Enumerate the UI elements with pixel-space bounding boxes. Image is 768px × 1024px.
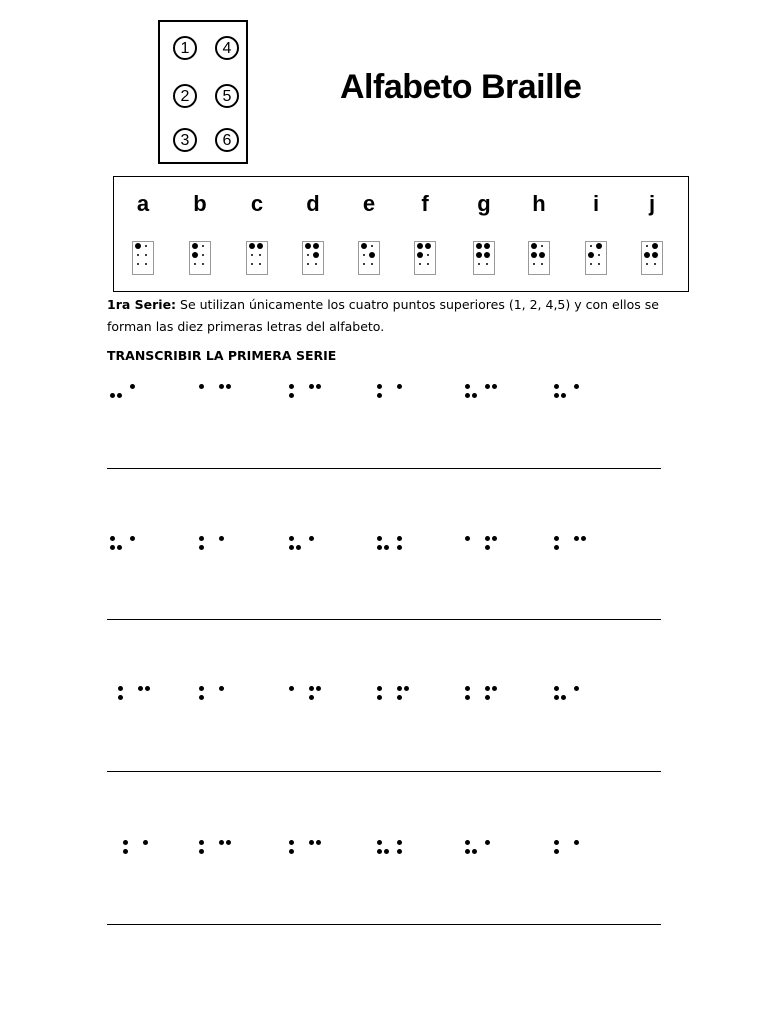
braille-dot xyxy=(226,840,231,845)
alphabet-letter: d xyxy=(306,191,320,216)
alphabet-braille-cell xyxy=(246,241,268,275)
braille-dot xyxy=(309,840,314,845)
braille-dot xyxy=(138,686,143,691)
alphabet-letter: f xyxy=(421,191,429,216)
braille-dot-raised xyxy=(313,243,319,249)
braille-dot-raised xyxy=(135,243,141,249)
braille-dot xyxy=(199,686,204,691)
braille-dot xyxy=(296,545,301,550)
braille-dot-empty xyxy=(251,263,253,265)
braille-dot-raised xyxy=(484,243,490,249)
braille-dot-empty xyxy=(137,263,139,265)
braille-dot-raised xyxy=(417,243,423,249)
answer-line[interactable] xyxy=(107,771,661,772)
braille-dot xyxy=(485,384,490,389)
braille-dot xyxy=(465,384,470,389)
braille-dot-empty xyxy=(145,263,147,265)
braille-dot xyxy=(289,840,294,845)
braille-dot-raised xyxy=(531,252,537,258)
answer-line[interactable] xyxy=(107,619,661,620)
braille-dot xyxy=(143,840,148,845)
dot-number-4: 4 xyxy=(215,36,239,60)
braille-symbol xyxy=(199,536,239,560)
alphabet-braille-cell xyxy=(641,241,663,275)
braille-dot-empty xyxy=(371,263,373,265)
braille-dot-empty xyxy=(202,254,204,256)
braille-dot-empty xyxy=(307,263,309,265)
braille-dot-empty xyxy=(363,263,365,265)
braille-dot xyxy=(377,536,382,541)
braille-dot xyxy=(289,849,294,854)
alphabet-letter: e xyxy=(362,191,376,216)
braille-symbol xyxy=(289,686,329,710)
braille-dot-empty xyxy=(202,263,204,265)
braille-symbol xyxy=(123,840,163,864)
series-text: Se utilizan únicamente los cuatro puntos superiores (1, 2, 4,5) y con ellos se forman las diez primeras letras del alfabeto. xyxy=(107,297,659,334)
braille-dot xyxy=(554,545,559,550)
braille-dot xyxy=(492,536,497,541)
braille-dot xyxy=(485,536,490,541)
braille-symbol xyxy=(110,536,150,560)
braille-dot xyxy=(377,545,382,550)
braille-symbol xyxy=(110,384,150,408)
braille-dot xyxy=(199,849,204,854)
braille-dot-empty xyxy=(598,254,600,256)
braille-dot xyxy=(110,393,115,398)
braille-dot xyxy=(199,384,204,389)
braille-dot xyxy=(377,840,382,845)
braille-dot-empty xyxy=(315,263,317,265)
braille-dot xyxy=(199,695,204,700)
braille-dot-empty xyxy=(590,245,592,247)
alphabet-letter: j xyxy=(648,191,656,216)
braille-dot-empty xyxy=(137,254,139,256)
alphabet-table xyxy=(113,176,689,292)
braille-dot xyxy=(110,536,115,541)
braille-dot xyxy=(554,849,559,854)
braille-dot-raised xyxy=(644,252,650,258)
braille-dot xyxy=(289,686,294,691)
braille-dot-raised xyxy=(305,243,311,249)
braille-dot xyxy=(289,384,294,389)
braille-dot xyxy=(574,536,579,541)
alphabet-braille-cell xyxy=(189,241,211,275)
alphabet-letter: c xyxy=(250,191,264,216)
braille-dot xyxy=(465,849,470,854)
braille-dot-raised xyxy=(539,252,545,258)
braille-symbol xyxy=(465,536,505,560)
braille-dot-raised xyxy=(484,252,490,258)
braille-dot xyxy=(554,536,559,541)
braille-dot-empty xyxy=(145,254,147,256)
alphabet-braille-cell xyxy=(414,241,436,275)
braille-cell-diagram xyxy=(158,20,248,164)
braille-dot xyxy=(130,384,135,389)
braille-dot xyxy=(485,545,490,550)
alphabet-letter: b xyxy=(193,191,207,216)
braille-dot xyxy=(110,545,115,550)
braille-dot-empty xyxy=(646,245,648,247)
braille-dot-empty xyxy=(363,254,365,256)
braille-dot xyxy=(397,536,402,541)
braille-symbol xyxy=(465,686,505,710)
braille-dot xyxy=(397,686,402,691)
braille-dot xyxy=(117,545,122,550)
braille-dot xyxy=(377,384,382,389)
braille-dot xyxy=(465,840,470,845)
alphabet-braille-cell xyxy=(585,241,607,275)
braille-dot xyxy=(397,840,402,845)
answer-line[interactable] xyxy=(107,924,661,925)
braille-dot xyxy=(377,686,382,691)
braille-dot xyxy=(554,686,559,691)
braille-dot xyxy=(485,695,490,700)
dot-number-5: 5 xyxy=(215,84,239,108)
braille-dot xyxy=(377,695,382,700)
braille-dot xyxy=(289,545,294,550)
braille-dot xyxy=(554,384,559,389)
braille-dot-empty xyxy=(654,263,656,265)
braille-dot xyxy=(404,686,409,691)
alphabet-letter: a xyxy=(136,191,150,216)
braille-dot-raised xyxy=(313,252,319,258)
braille-dot xyxy=(384,849,389,854)
braille-dot-empty xyxy=(259,263,261,265)
braille-dot-empty xyxy=(145,245,147,247)
braille-symbol xyxy=(554,536,594,560)
braille-dot xyxy=(397,384,402,389)
braille-dot xyxy=(219,384,224,389)
braille-dot-empty xyxy=(646,263,648,265)
braille-dot xyxy=(472,849,477,854)
braille-dot xyxy=(561,393,566,398)
braille-symbol xyxy=(554,840,594,864)
braille-dot xyxy=(384,545,389,550)
braille-dot xyxy=(309,384,314,389)
braille-dot-raised xyxy=(369,252,375,258)
braille-symbol xyxy=(289,536,329,560)
braille-dot xyxy=(199,536,204,541)
braille-dot-raised xyxy=(588,252,594,258)
braille-dot xyxy=(199,545,204,550)
braille-dot-empty xyxy=(533,263,535,265)
braille-dot-empty xyxy=(259,254,261,256)
braille-dot xyxy=(316,840,321,845)
braille-symbol xyxy=(554,686,594,710)
braille-dot xyxy=(397,849,402,854)
braille-dot xyxy=(316,384,321,389)
braille-dot xyxy=(377,849,382,854)
braille-dot xyxy=(465,393,470,398)
answer-line[interactable] xyxy=(107,468,661,469)
braille-dot xyxy=(465,686,470,691)
braille-dot xyxy=(199,840,204,845)
series-label: 1ra Serie: xyxy=(107,297,177,312)
alphabet-braille-cell xyxy=(473,241,495,275)
braille-dot-empty xyxy=(427,263,429,265)
braille-dot xyxy=(123,849,128,854)
braille-dot xyxy=(492,686,497,691)
alphabet-braille-cell xyxy=(132,241,154,275)
braille-symbol xyxy=(465,840,505,864)
dot-number-3: 3 xyxy=(173,128,197,152)
dot-number-6: 6 xyxy=(215,128,239,152)
braille-symbol xyxy=(554,384,594,408)
braille-dot-empty xyxy=(194,263,196,265)
braille-dot xyxy=(130,536,135,541)
braille-dot xyxy=(465,695,470,700)
alphabet-braille-cell xyxy=(302,241,324,275)
braille-dot xyxy=(554,695,559,700)
braille-dot xyxy=(219,840,224,845)
braille-dot-raised xyxy=(192,243,198,249)
braille-dot-empty xyxy=(598,263,600,265)
braille-dot xyxy=(397,545,402,550)
dot-number-2: 2 xyxy=(173,84,197,108)
braille-dot-empty xyxy=(590,263,592,265)
braille-dot-raised xyxy=(249,243,255,249)
braille-dot xyxy=(309,686,314,691)
braille-dot-raised xyxy=(652,243,658,249)
braille-dot-raised xyxy=(476,252,482,258)
braille-dot xyxy=(465,536,470,541)
braille-dot-empty xyxy=(307,254,309,256)
braille-dot xyxy=(118,695,123,700)
braille-dot xyxy=(485,840,490,845)
braille-dot xyxy=(219,686,224,691)
braille-dot xyxy=(492,384,497,389)
alphabet-braille-cell xyxy=(528,241,550,275)
braille-dot xyxy=(289,536,294,541)
braille-dot-raised xyxy=(417,252,423,258)
braille-symbol xyxy=(289,384,329,408)
braille-dot-raised xyxy=(596,243,602,249)
braille-dot-empty xyxy=(419,263,421,265)
braille-dot-raised xyxy=(425,243,431,249)
braille-dot xyxy=(117,393,122,398)
braille-symbol xyxy=(289,840,329,864)
exercise-row xyxy=(0,840,768,870)
braille-symbol xyxy=(118,686,158,710)
exercise-row xyxy=(0,536,768,566)
braille-dot xyxy=(574,840,579,845)
alphabet-letter: i xyxy=(592,191,600,216)
page-title: Alfabeto Braille xyxy=(340,68,582,106)
braille-dot xyxy=(123,840,128,845)
exercise-row xyxy=(0,384,768,414)
braille-symbol xyxy=(199,840,239,864)
braille-dot-empty xyxy=(486,263,488,265)
braille-dot-raised xyxy=(531,243,537,249)
braille-dot xyxy=(485,686,490,691)
braille-dot xyxy=(226,384,231,389)
braille-dot xyxy=(309,695,314,700)
braille-dot xyxy=(377,393,382,398)
alphabet-braille-cell xyxy=(358,241,380,275)
braille-dot-empty xyxy=(427,254,429,256)
braille-dot xyxy=(581,536,586,541)
braille-dot xyxy=(397,695,402,700)
braille-symbol xyxy=(377,384,417,408)
alphabet-letter: h xyxy=(532,191,546,216)
braille-dot xyxy=(561,695,566,700)
braille-dot-empty xyxy=(202,245,204,247)
braille-symbol xyxy=(465,384,505,408)
alphabet-letter: g xyxy=(477,191,491,216)
braille-dot-raised xyxy=(476,243,482,249)
braille-dot xyxy=(145,686,150,691)
braille-dot xyxy=(554,840,559,845)
braille-dot-raised xyxy=(361,243,367,249)
series-description xyxy=(107,294,667,338)
braille-dot xyxy=(219,536,224,541)
braille-dot-empty xyxy=(541,245,543,247)
braille-dot-empty xyxy=(541,263,543,265)
braille-dot-raised xyxy=(192,252,198,258)
dot-number-1: 1 xyxy=(173,36,197,60)
braille-dot xyxy=(574,384,579,389)
braille-dot xyxy=(316,686,321,691)
braille-dot xyxy=(118,686,123,691)
braille-symbol xyxy=(377,840,417,864)
braille-dot xyxy=(554,393,559,398)
braille-symbol xyxy=(199,686,239,710)
braille-dot-empty xyxy=(371,245,373,247)
braille-dot xyxy=(574,686,579,691)
exercise-heading: TRANSCRIBIR LA PRIMERA SERIE xyxy=(107,348,337,363)
braille-dot xyxy=(309,536,314,541)
braille-dot-empty xyxy=(251,254,253,256)
braille-dot xyxy=(472,393,477,398)
braille-dot-empty xyxy=(478,263,480,265)
braille-symbol xyxy=(377,536,417,560)
braille-dot-raised xyxy=(652,252,658,258)
exercise-row xyxy=(0,686,768,716)
braille-dot xyxy=(289,393,294,398)
braille-symbol xyxy=(377,686,417,710)
braille-symbol xyxy=(199,384,239,408)
braille-dot-raised xyxy=(257,243,263,249)
